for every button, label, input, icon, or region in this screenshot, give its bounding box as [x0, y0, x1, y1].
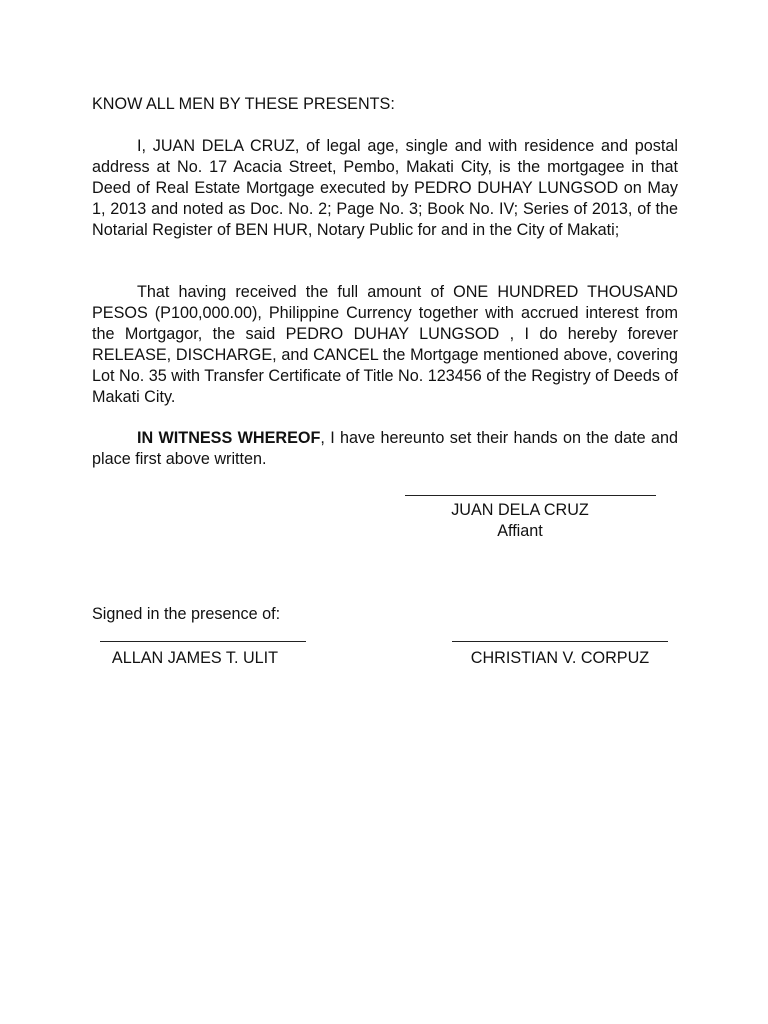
witness-clause-lead: IN WITNESS WHEREOF [137, 429, 321, 447]
witness-clause-paragraph [92, 428, 678, 470]
witness-2-name: CHRISTIAN V. CORPUZ [470, 649, 650, 667]
witness-clause-text: , I have hereunto set their hands on the date and place first above written. [92, 429, 678, 468]
mortgagee-statement-paragraph: I, JUAN DELA CRUZ, of legal age, single and with residence and postal address at No. 17 Acacia Street, Pembo, Makati City, is the mortgagee in that Deed of Real Estate Mortgage executed by PEDRO DUHAY LUNGSOD on May 1, 2013 and noted as Doc. No. 2; Page No. 3; Book No. IV; Series of 2013, of the Notarial Register of BEN HUR, Notary Public for and in the City of Makati; [92, 137, 678, 239]
affiant-name: JUAN DELA CRUZ [451, 501, 589, 519]
release-statement-paragraph: That having received the full amount of ONE HUNDRED THOUSAND PESOS (P100,000.00), Philippine Currency together with accrued interest from the Mortgagor, the said PEDRO DUHAY LUNGSOD , I do hereby forever RELEASE, DISCHARGE, and CANCEL the Mortgage mentioned above, covering Lot No. 35 with Transfer Certificate of Title No. 123456 of the Registry of Deeds of Makati City. [92, 283, 678, 406]
affiant-title: Affiant [497, 522, 543, 540]
witness-2-signature-line [452, 641, 668, 642]
document-heading: KNOW ALL MEN BY THESE PRESENTS: [92, 95, 395, 113]
witness-1-signature-line [100, 641, 306, 642]
witness-1-name: ALLAN JAMES T. ULIT [111, 649, 279, 667]
presence-label: Signed in the presence of: [92, 605, 281, 623]
affiant-signature-line [405, 495, 656, 496]
